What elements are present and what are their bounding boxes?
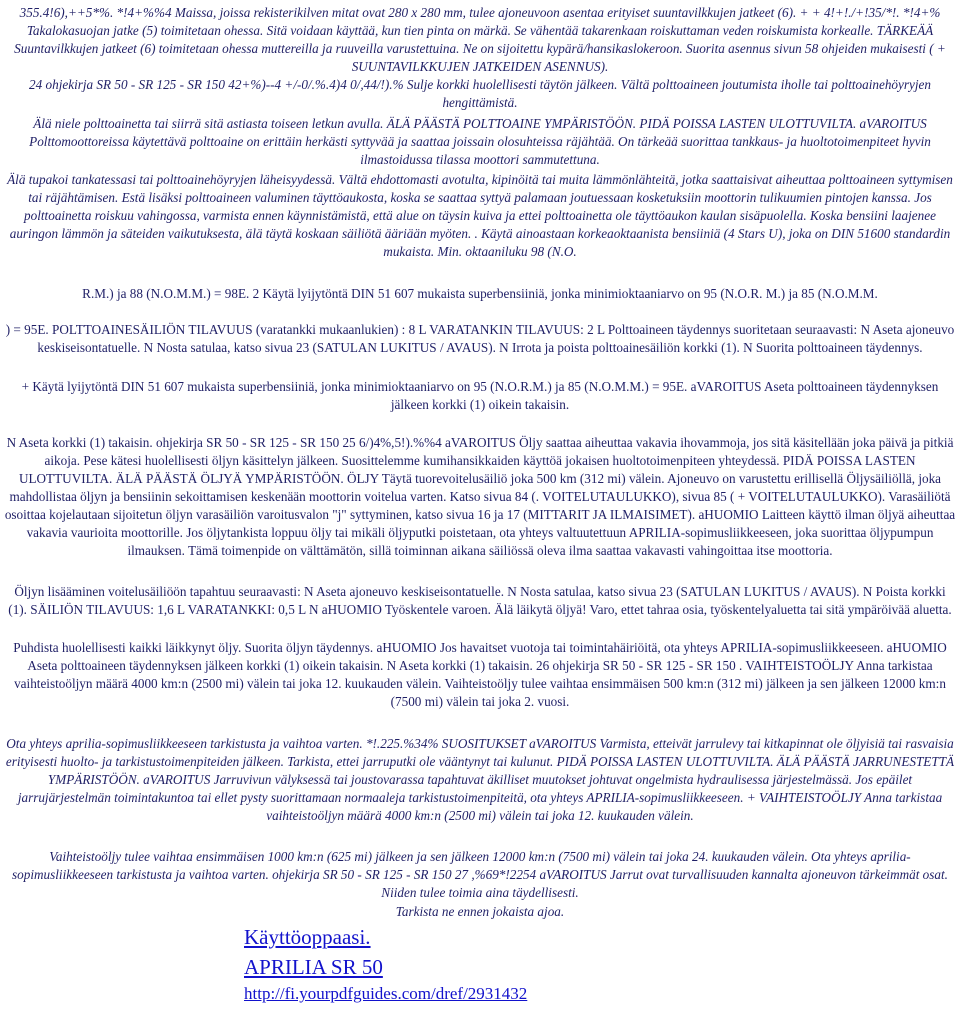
paragraph: Puhdista huolellisesti kaikki läikkynyt öljy. Suorita öljyn täydennys. aHUOMIO Jos havaitset vuotoja tai toimintahäiriöitä, ota yhteys APRILIA-sopimusliikkeeseen. aHUOMIO Aseta polttoaineen täydennyksen jälkeen korkki (1) oikein takaisin. N Aseta korkki (1) takaisin. 26 ohjekirja SR 50 - SR 125 - SR 150 . VAIHTEISTOÖLJY Anna tarkistaa vaihteistoöljyn määrä 4000 km:n (2500 mi) välein tai joka 12. kuukauden välein. Vaihteistoöljy tulee vaihtaa ensimmäisen 500 km:n (312 mi) jälkeen ja sen jälkeen 12000 km:n (7500 mi) välein tai joka 2. vuosi. — [13, 640, 947, 709]
source-url-link[interactable]: http://fi.yourpdfguides.com/dref/2931432 — [244, 984, 528, 1003]
paragraph: N Aseta korkki (1) takaisin. ohjekirja SR 50 - SR 125 - SR 150 25 6/)4%,5!).%%4 aVAROITUS Öljy saattaa aiheuttaa vakavia ihovammoja, jos sitä käsitellään joka päivä ja pitkiä aikoja. Pese kätesi huolellisesti öljyn käsittelyn jälkeen. Suosittelemme kumihansikkaiden käyttöä jokaisen huoltotoimenpiteen yhteydessä. PIDÄ POISSA LASTEN ULOTTUVILTA. ÄLÄ PÄÄSTÄ ÖLJYÄ YMPÄRISTÖÖN. ÖLJY Täytä tuorevoitelusäiliö joka 500 km (312 mi) välein. Ajoneuvo on varustettu erillisellä Öljysäiliöllä, joka mahdollistaa öljyn ja bensiinin sekoittamisen keskenään moottorin voitelua varten. Katso sivua 84 (. VOITELUTAULUKKO), sivua 85 ( + VOITELUTAULUKKO). Varasäiliötä osoittaa kojelautaan sijoitetun öljyn varasäiliön varoitusvalon "j" syttyminen, katso sivua 16 ja 17 (MITTARIT JA ILMAISIMET). aHUOMIO Laitteen käyttö ilman öljyä aiheuttaa vakavia vaurioita moottorille. Jos öljytankista loppuu öljy tai mikäli öljyputki poistetaan, ota yhteys valtuutettuun APRILIA-sopimusliikkeeseen, joka suorittaa öljypumpun ilmauksen. Tämä toimenpide on välttämätön, sillä toiminnan aikana säiliössä oleva ilma saattaa vakavasti vahingoittaa itse moottoria. — [4, 435, 956, 558]
paragraph: ) = 95E. POLTTOAINESÄILIÖN TILAVUUS (varatankki mukaanlukien) : 8 L VARATANKIN TILAVUUS: 2 L Polttoaineen täydennys suoritetaan seuraavasti: N Aseta ajoneuvo keskiseisontatuelle. N Nosta satulaa, katso sivua 23 (SATULAN LUKITUS / AVAUS). N Irrota ja poista polttoainesäiliön korkki (1). N Suorita polttoaineen täydennys. — [5, 322, 955, 355]
paragraph: Vaihteistoöljy tulee vaihtaa ensimmäisen 1000 km:n (625 mi) jälkeen ja sen jälkeen 12000 km:n (7500 mi) välein tai joka 24. kuukauden välein. Ota yhteys aprilia-sopimusliikkeeseen tarkistusta ja vaihtoa varten. ohjekirja SR 50 - SR 125 - SR 150 27 ,%69*!2254 aVAROITUS Jarrut ovat turvallisuuden kannalta ajoneuvon tärkeimmät osat. Niiden tulee toimia aina täydellisesti. — [12, 849, 948, 900]
paragraph: + Käytä lyijytöntä DIN 51 607 mukaista superbensiiniä, jonka minimioktaaniarvo on 95 (N.O.R.M.) ja 85 (N.O.M.M.) = 95E. aVAROITUS Aseta polttoaineen täydennyksen jälkeen korkki (1) oikein takaisin. — [21, 379, 939, 412]
manual-title-link[interactable]: Käyttöoppaasi. — [244, 925, 371, 949]
paragraph: Älä niele polttoainetta tai siirrä sitä astiasta toiseen letkun avulla. ÄLÄ PÄÄSTÄ POLTTOAINE YMPÄRISTÖÖN. PIDÄ POISSA LASTEN ULOTTUVILTA. aVAROITUS Polttomoottoreissa käytettävä polttoaine on erittäin herkästi syttyvää ja saattaa joissain olosuhteissa räjähtää. On tärkeää suorittaa tankkaus- ja huoltotoimenpiteet hyvin ilmastoidussa tilassa moottori sammutettuna. — [29, 116, 931, 167]
paragraph: Tarkista ne ennen jokaista ajoa. — [395, 904, 565, 919]
model-title-link[interactable]: APRILIA SR 50 — [244, 955, 383, 979]
footer-links — [244, 922, 664, 1006]
paragraph: 24 ohjekirja SR 50 - SR 125 - SR 150 42+%)--4 +/-0/.%.4)4 0/,44/!).% Sulje korkki huolellisesti täytön jälkeen. Vältä polttoaineen joutumista iholle tai polttoainehöyryjen hengittämistä. — [29, 77, 931, 110]
paragraph: 355.4!6),++5*%. *!4+%%4 Maissa, joissa rekisterikilven mitat ovat 280 x 280 mm, tulee ajoneuvoon asentaa erityiset suuntavilkkujen jatkeet (6). + + 4!+!./+!35/*!. *!4+% Takalokasuojan jatke (5) toimitetaan ohessa. Sitä voidaan käyttää, kun tien pinta on märkä. Se vähentää takarenkaan roiskuttaman veden roiskumista korkealle. TÄRKEÄÄ Suuntavilkkujen jatkeet (6) toimitetaan ohessa muttereilla ja ruuveilla varustettuina. Ne on sijoitettu kypärä/hansikaslokeroon. Suorita asennus sivun 58 ohjeiden mukaisesti ( + SUUNTAVILKKUJEN JATKEIDEN ASENNUS). — [14, 5, 946, 74]
paragraph: Öljyn lisääminen voitelusäiliöön tapahtuu seuraavasti: N Aseta ajoneuvo keskiseisontatuelle. N Nosta satulaa, katso sivua 23 (SATULAN LUKITUS / AVAUS). N Poista korkki (1). SÄILIÖN TILAVUUS: 1,6 L VARATANKKI: 0,5 L N aHUOMIO Työskentele varoen. Älä läikytä öljyä! Varo, ettet tahraa osia, työskentelyaluetta tai sitä ympäröivää aluetta. — [8, 584, 952, 617]
paragraph: Älä tupakoi tankatessasi tai polttoainehöyryjen läheisyydessä. Vältä ehdottomasti avotulta, kipinöitä tai muita lämmönlähteitä, jotka saattaisivat aiheuttaa polttoaineen syttymisen tai räjähtämisen. Estä lisäksi polttoaineen valuminen täyttöaukosta, koska se saattaa syttyä palamaan joutuessaan kosketuksiin moottorin tulikuumien pintojen kanssa. Jos polttoainetta roiskuu vahingossa, varmista ennen käynnistämistä, että alue on täysin kuiva ja ettei polttoainetta ole täyttöaukon kaulan sisäpuolella. Koska bensiini laajenee auringon lämmön ja säteiden vaikutuksesta, älä täytä koskaan säiliötä ääriään myöten. . Käytä ainoastaan korkeaoktaanista bensiiniä (4 Stars U), joka on DIN 51600 standardin mukaista. Min. oktaaniluku 98 (N.O. — [7, 172, 953, 259]
paragraph: Ota yhteys aprilia-sopimusliikkeeseen tarkistusta ja vaihtoa varten. *!.225.%34% SUOSITUKSET aVAROITUS Varmista, etteivät jarrulevy tai kitkapinnat ole öljyisiä tai rasvaisia erityisesti huolto- ja tarkistustoimenpiteiden jälkeen. Tarkista, ettei jarruputki ole vääntynyt tai kulunut. PIDÄ POISSA LASTEN ULOTTUVILTA. ÄLÄ PÄÄSTÄ JARRUNESTETTÄ YMPÄRISTÖÖN. aVAROITUS Jarruvivun välyksessä tai joustovarassa tapahtuvat äkilliset muutokset johtuvat ongelmista hydraulisessa järjestelmässä. Jos epäilet jarrujärjestelmän toimintakuntoa tai ellet pysty suorittamaan normaaleja tarkistustoimenpiteitä, ota yhteys APRILIA-sopimusliikkeeseen. + VAIHTEISTOÖLJY Anna tarkistaa vaihteistoöljyn määrä 4000 km:n (2500 mi) välein tai joka 12. kuukauden välein. — [5, 736, 955, 823]
paragraph: R.M.) ja 88 (N.O.M.M.) = 98E. 2 Käytä lyijytöntä DIN 51 607 mukaista superbensiiniä, jonka minimioktaaniarvo on 95 (N.O.R. M.) ja 85 (N.O.M.M. — [82, 286, 878, 301]
